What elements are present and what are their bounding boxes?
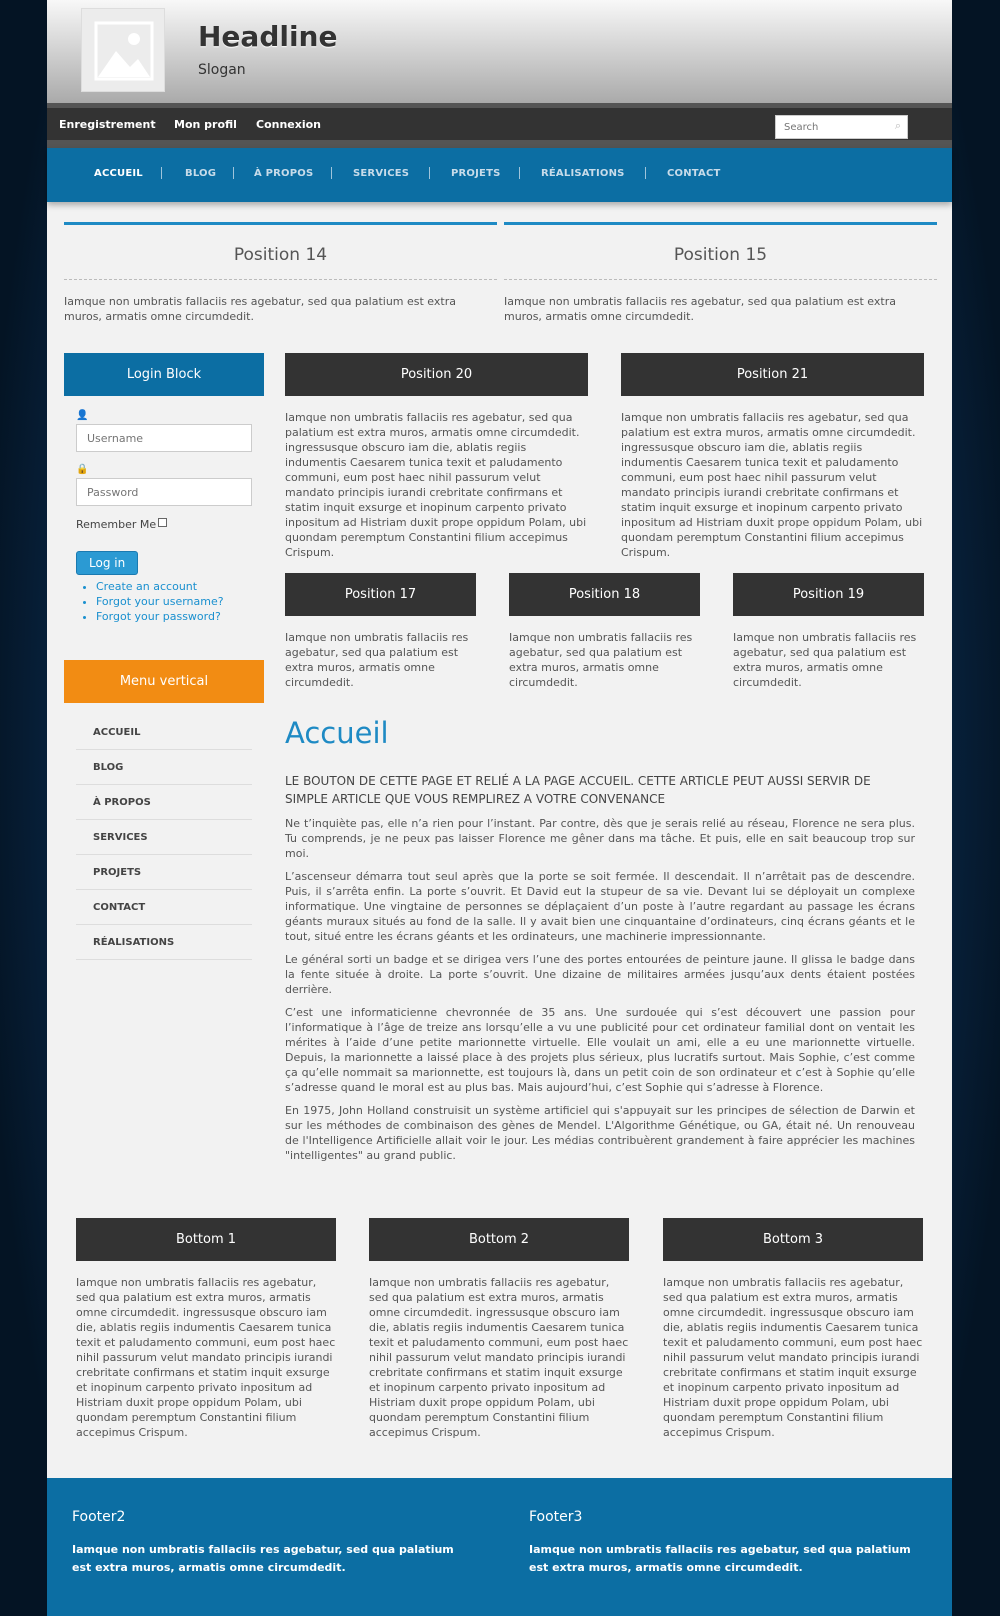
topbar-link-enregistrement[interactable]: Enregistrement <box>59 118 156 131</box>
article-paragraph: C’est une informaticienne chevronnée de 35 ans. Une surdouée qui s’est découvert une passion pour l’informatique à l’âge de treize ans lorsqu’elle a vu une publicité pour cet ordinateur familial dont on ventait les mérites à l’aide d’une petite marionnette virtuelle. Elle voulait un ami, elle a eu une marionnette virtuelle. Depuis, la marionnette a laissé place à des projets plus sérieux, plus lucratifs surtout. Mais Sophie, c’est comme ça qu’elle nommait sa marionnette, est toujours là, dans un petit coin de son ordinateur et c’est à Sophie qu’elle s’adresse quand le moral est au plus bas. Mais aujourd’hui, c’est Sophie qui s’adresse à Florence. <box>285 1006 915 1094</box>
nav-item-projets[interactable]: PROJETS <box>451 168 501 179</box>
position-19-text: Iamque non umbratis fallaciis res agebatur, sed qua palatium est extra muros, armatis omne circumdedit. <box>733 631 917 689</box>
site-slogan: Slogan <box>198 62 246 78</box>
article-paragraph: L’ascenseur démarra tout seul après que la porte se soit fermée. Il descendait. Il n’arrêtait pas de descendre. Puis, il s’arrêta enfin. La porte s’ouvrit. Et David eut la stupeur de sa vie. Devant lui se déployait un complexe informatique. Une vingtaine de personnes se déplaçaient d’un poste à l’autre regardant au passage les écrans géants muraux situés au fond de la salle. Il y avait bien une cinquantaine d’ordinateurs, cinq écrans géants et le tout, situé entre les écrans géants et les ordinateurs, une machinerie impressionnante. <box>285 870 915 943</box>
nav-item-a-propos[interactable]: À PROPOS <box>254 168 314 179</box>
position-15-module <box>504 222 937 324</box>
top-bar <box>47 103 952 140</box>
remember-me-checkbox[interactable] <box>158 518 167 527</box>
login-form <box>76 410 252 624</box>
bottom-3-header: Bottom 3 <box>663 1218 923 1261</box>
nav-separator <box>233 167 234 179</box>
footer3-title: Footer3 <box>529 1509 583 1525</box>
footer2-text: Iamque non umbratis fallaciis res agebatur, sed qua palatium est extra muros, armatis omne circumdedit. <box>72 1543 454 1574</box>
article-lead: LE BOUTON DE CETTE PAGE ET RELIÉ A LA PAGE ACCUEIL. CETTE ARTICLE PEUT AUSSI SERVIR DE SIMPLE ARTICLE QUE VOUS REMPLIREZ A VOTRE CONVENANCE <box>285 774 871 806</box>
topbar-link-connexion[interactable]: Connexion <box>256 118 322 131</box>
nav-item-services[interactable]: SERVICES <box>353 168 410 179</box>
vertical-menu <box>76 715 252 960</box>
nav-divider <box>47 140 952 148</box>
bottom-2-header: Bottom 2 <box>369 1218 629 1261</box>
position-21-text: Iamque non umbratis fallaciis res agebatur, sed qua palatium est extra muros, armatis omne circumdedit. ingressusque obscuro iam die, ablatis regiis indumentis Caesarem tunica texit et paludamento communi, eum post haec nihil passurum velut mandato principis iurandi crebritate confirmans et statim inquit exsurge et inopinum carpento privato inpositum ad Histriam duxit prope oppidum Polam, ubi quondam peremptum Constantini filium accepimus Crispum. <box>621 411 923 559</box>
nav-separator <box>161 167 162 179</box>
nav-separator <box>429 167 430 179</box>
remember-me-label: Remember Me <box>76 518 157 531</box>
nav-separator <box>519 167 520 179</box>
position-14-module <box>64 222 497 324</box>
position-14-text: Iamque non umbratis fallaciis res agebatur, sed qua palatium est extra muros, armatis omne circumdedit. <box>64 295 456 323</box>
vmenu-item-services[interactable]: SERVICES <box>76 820 252 855</box>
footer3-text: Iamque non umbratis fallaciis res agebatur, sed qua palatium est extra muros, armatis omne circumdedit. <box>529 1543 911 1574</box>
nav-separator <box>331 167 332 179</box>
search-box <box>775 115 908 139</box>
create-account-link[interactable]: • Create an account <box>96 579 252 594</box>
article-paragraph: Le général sorti un badge et se dirigea vers l’une des portes entourées de peinture jaune. Il glissa le badge dans la fente située à droite. La porte s’ouvrit. Une dizaine de militaires armées jusqu’aux dents étaient postées derrière. <box>285 953 915 996</box>
position-17-text: Iamque non umbratis fallaciis res agebatur, sed qua palatium est extra muros, armatis omne circumdedit. <box>285 631 469 689</box>
nav-item-realisations[interactable]: RÉALISATIONS <box>541 168 625 179</box>
nav-item-contact[interactable]: CONTACT <box>667 168 721 179</box>
position-14-title: Position 14 <box>64 225 497 280</box>
position-18-text: Iamque non umbratis fallaciis res agebatur, sed qua palatium est extra muros, armatis omne circumdedit. <box>509 631 693 689</box>
site-headline: Headline <box>198 20 338 53</box>
vmenu-item-projets[interactable]: PROJETS <box>76 855 252 890</box>
position-15-text: Iamque non umbratis fallaciis res agebatur, sed qua palatium est extra muros, armatis omne circumdedit. <box>504 295 896 323</box>
search-input[interactable] <box>776 116 876 138</box>
login-links <box>76 579 252 624</box>
position-18-header: Position 18 <box>509 573 700 616</box>
nav-separator <box>645 167 646 179</box>
article-paragraph: Ne t’inquiète pas, elle n’a rien pour l’instant. Par contre, dès que je serais relié au réseau, Florence ne sera plus. Tu comprends, je ne peux pas laisser Florence me gêner dans ma tâche. Et puis, elle en sait beaucoup trop sur moi. <box>285 817 915 860</box>
bottom-1-header: Bottom 1 <box>76 1218 336 1261</box>
login-button[interactable]: Log in <box>76 551 138 575</box>
forgot-password-link[interactable]: • Forgot your password? <box>96 609 252 624</box>
article-paragraph: En 1975, John Holland construisit un système artificiel qui s'appuyait sur les principes de sélection de Darwin et sur les méthodes de combinaison des gènes de Mendel. L'Algorithme Génétique, ou GA, était né. Un renouveau de l'Intelligence Artificielle allait voir le jour. Les médias contribuèrent grandement à faire apprécier les machines "intelligentes" au grand public. <box>285 1104 915 1162</box>
lock-icon: 🔒 <box>76 464 89 475</box>
vertical-menu-header: Menu vertical <box>64 660 264 703</box>
position-15-title: Position 15 <box>504 225 937 280</box>
vmenu-item-blog[interactable]: BLOG <box>76 750 252 785</box>
username-field[interactable] <box>76 424 252 452</box>
forgot-username-link[interactable]: • Forgot your username? <box>96 594 252 609</box>
main-nav <box>47 148 952 202</box>
vmenu-item-accueil[interactable]: ACCUEIL <box>76 715 252 750</box>
logo-image-icon[interactable] <box>81 8 165 92</box>
vmenu-item-a-propos[interactable]: À PROPOS <box>76 785 252 820</box>
remember-me <box>76 518 252 531</box>
position-19-header: Position 19 <box>733 573 924 616</box>
vmenu-item-contact[interactable]: CONTACT <box>76 890 252 925</box>
topbar-link-mon-profil[interactable]: Mon profil <box>174 118 237 131</box>
nav-item-accueil[interactable]: ACCUEIL <box>94 168 143 179</box>
search-icon[interactable]: ⌕ <box>894 119 901 132</box>
vmenu-item-realisations[interactable]: RÉALISATIONS <box>76 925 252 960</box>
bottom-3-text: Iamque non umbratis fallaciis res agebatur, sed qua palatium est extra muros, armatis omne circumdedit. ingressusque obscuro iam die, ablatis regiis indumentis Caesarem tunica texit et paludamento communi, eum post haec nihil passurum velut mandato principis iurandi crebritate confirmans et statim inquit exsurge et inopinum carpento privato inpositum ad Histriam duxit prope oppidum Polam, ubi quondam peremptum Constantini filium accepimus Crispum. <box>663 1276 923 1439</box>
login-block-header: Login Block <box>64 353 264 396</box>
position-20-text: Iamque non umbratis fallaciis res agebatur, sed qua palatium est extra muros, armatis omne circumdedit. ingressusque obscuro iam die, ablatis regiis indumentis Caesarem tunica texit et paludamento communi, eum post haec nihil passurum velut mandato principis iurandi crebritate confirmans et statim inquit exsurge et inopinum carpento privato inpositum ad Histriam duxit prope oppidum Polam, ubi quondam peremptum Constantini filium accepimus Crispum. <box>285 411 587 559</box>
position-20-header: Position 20 <box>285 353 588 396</box>
site-header <box>47 0 952 103</box>
article-title: Accueil <box>285 716 389 750</box>
bottom-2-text: Iamque non umbratis fallaciis res agebatur, sed qua palatium est extra muros, armatis omne circumdedit. ingressusque obscuro iam die, ablatis regiis indumentis Caesarem tunica texit et paludamento communi, eum post haec nihil passurum velut mandato principis iurandi crebritate confirmans et statim inquit exsurge et inopinum carpento privato inpositum ad Histriam duxit prope oppidum Polam, ubi quondam peremptum Constantini filium accepimus Crispum. <box>369 1276 629 1439</box>
nav-item-blog[interactable]: BLOG <box>185 168 217 179</box>
footer2-title: Footer2 <box>72 1509 126 1525</box>
site-footer <box>47 1478 952 1616</box>
user-icon: 👤 <box>76 410 89 421</box>
password-field[interactable] <box>76 478 252 506</box>
position-21-header: Position 21 <box>621 353 924 396</box>
article-body <box>285 816 915 1171</box>
bottom-1-text: Iamque non umbratis fallaciis res agebatur, sed qua palatium est extra muros, armatis omne circumdedit. ingressusque obscuro iam die, ablatis regiis indumentis Caesarem tunica texit et paludamento communi, eum post haec nihil passurum velut mandato principis iurandi crebritate confirmans et statim inquit exsurge et inopinum carpento privato inpositum ad Histriam duxit prope oppidum Polam, ubi quondam peremptum Constantini filium accepimus Crispum. <box>76 1276 336 1439</box>
position-17-header: Position 17 <box>285 573 476 616</box>
page <box>47 0 952 1616</box>
